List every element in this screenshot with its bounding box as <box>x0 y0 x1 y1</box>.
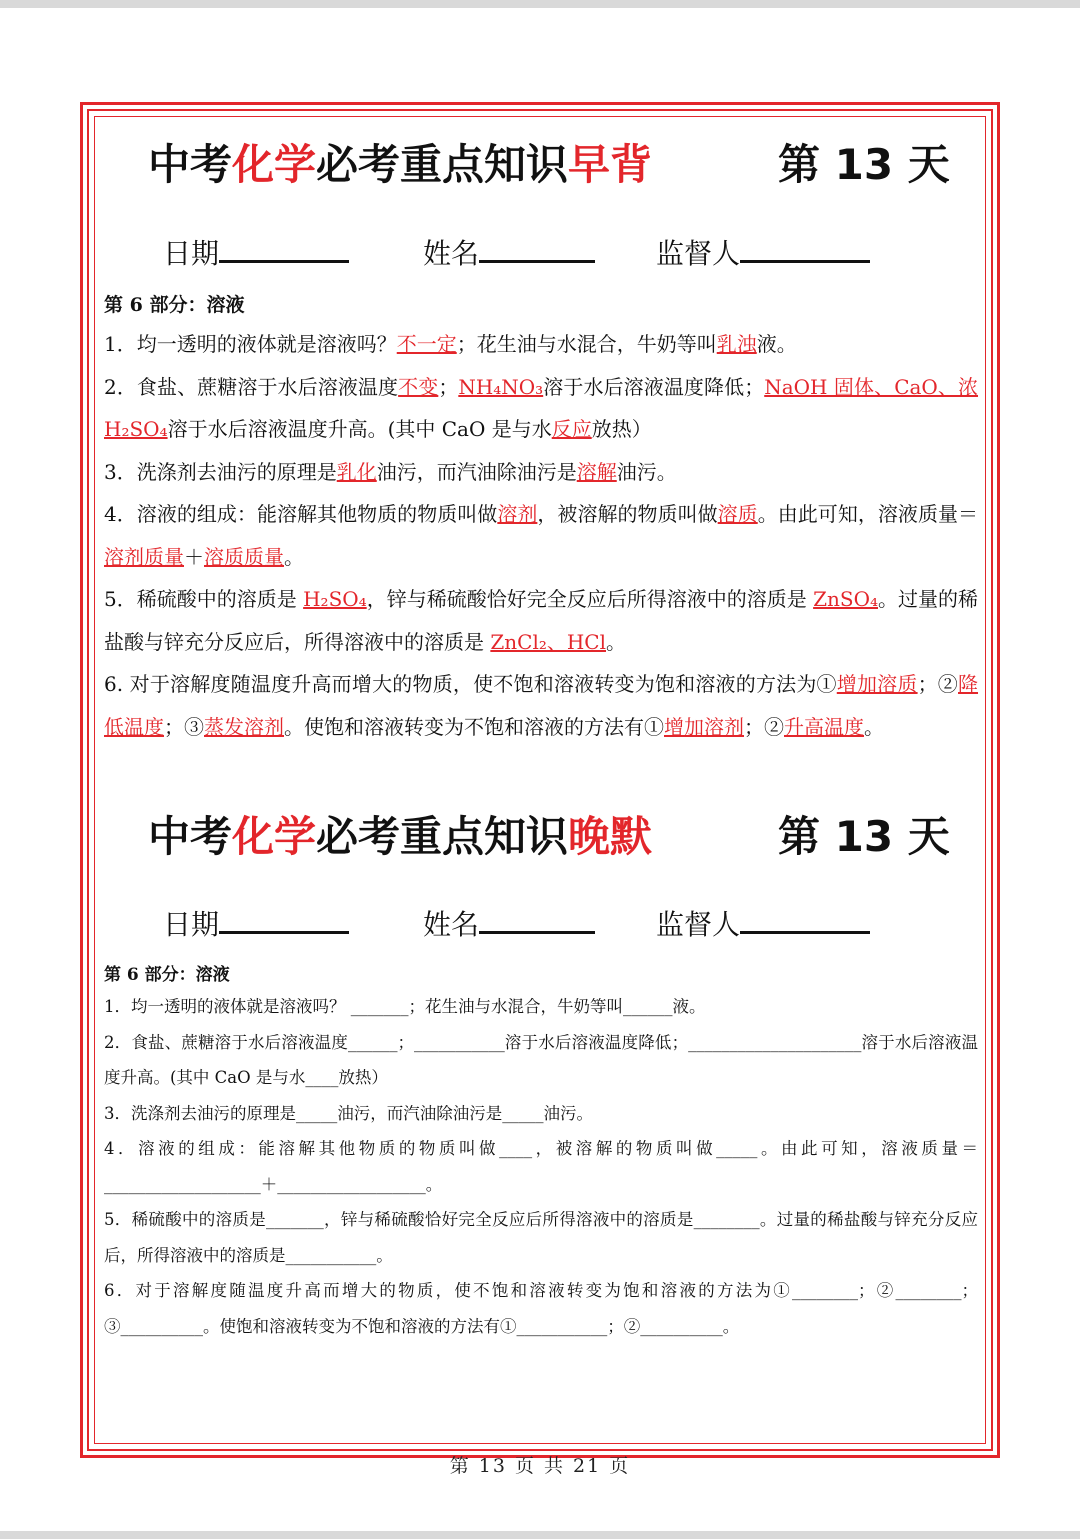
info-fields <box>163 232 883 272</box>
document-page <box>0 8 1080 1531</box>
page-footer: 第 13 页 共 21 页 <box>449 1455 631 1477</box>
question-3: 3．洗涤剂去油污的原理是乳化油污，而汽油除油污是溶解油污。 <box>104 459 677 484</box>
info-fields <box>163 903 883 943</box>
part-title: 第 6 部分：溶液 <box>104 294 245 316</box>
question-6: 6. 对于溶解度随温度升高而增大的物质，使不饱和溶液转变为饱和溶液的方法为①增加溶质；②降低温度；③蒸发溶剂。使饱和溶液转变为不饱和溶液的方法有①增加溶剂；②升高温度。 <box>104 672 979 739</box>
date-field[interactable]: 日期 <box>163 903 349 943</box>
name-field[interactable]: 姓名 <box>423 232 595 272</box>
question-5: 5．稀硫酸中的溶质是_______，锌与稀硫酸恰好完全反应后所得溶液中的溶质是________。过量的稀盐酸与锌充分反应后，所得溶液中的溶质是___________。 <box>104 1210 978 1265</box>
morning-title: 中考化学必考重点知识早背 <box>148 140 653 189</box>
question-2: 2．食盐、蔗糖溶于水后溶液温度______；___________溶于水后溶液温度降低；_____________________溶于水后溶液温度升高。(其中 CaO 是与水____放热） <box>104 1032 978 1087</box>
evening-title: 中考化学必考重点知识晚默 <box>148 812 653 861</box>
question-5: 5．稀硫酸中的溶质是 H₂SO₄，锌与稀硫酸恰好完全反应后所得溶液中的溶质是 ZnSO₄。过量的稀盐酸与锌充分反应后，所得溶液中的溶质是 ZnCl₂、HCl。 <box>104 587 979 654</box>
supervisor-field[interactable]: 监督人 <box>656 232 870 272</box>
evening-questions <box>104 989 978 1344</box>
question-1: 1．均一透明的液体就是溶液吗？不一定；花生油与水混合，牛奶等叫乳浊液。 <box>104 332 797 356</box>
question-4: 4．溶液的组成：能溶解其他物质的物质叫做溶剂，被溶解的物质叫做溶质。由此可知，溶液质量＝溶剂质量＋溶质质量。 <box>104 502 979 569</box>
question-2: 2．食盐、蔗糖溶于水后溶液温度不变；NH₄NO₃溶于水后溶液温度降低；NaOH 固体、CaO、浓 H₂SO₄溶于水后溶液温度升高。(其中 CaO 是与水反应放热） <box>104 374 979 441</box>
question-6: 6．对于溶解度随温度升高而增大的物质，使不饱和溶液转变为饱和溶液的方法为①________；②________；③__________。使饱和溶液转变为不饱和溶液的方法有①___________；②__________。 <box>104 1281 978 1336</box>
day-label: 第 13 天 <box>778 140 950 189</box>
date-field[interactable]: 日期 <box>163 232 349 272</box>
question-3: 3．洗涤剂去油污的原理是_____油污，而汽油除油污是_____油污。 <box>104 1103 593 1123</box>
supervisor-field[interactable]: 监督人 <box>656 903 870 943</box>
question-1: 1．均一透明的液体就是溶液吗？ _______；花生油与水混合，牛奶等叫______液。 <box>104 997 706 1016</box>
day-label: 第 13 天 <box>778 812 950 861</box>
part-title: 第 6 部分：溶液 <box>104 965 230 985</box>
morning-questions <box>104 323 978 748</box>
name-field[interactable]: 姓名 <box>423 903 595 943</box>
question-4: 4．溶液的组成：能溶解其他物质的物质叫做____，被溶解的物质叫做_____。由此可知，溶液质量＝___________________＋__________________。 <box>104 1139 978 1194</box>
